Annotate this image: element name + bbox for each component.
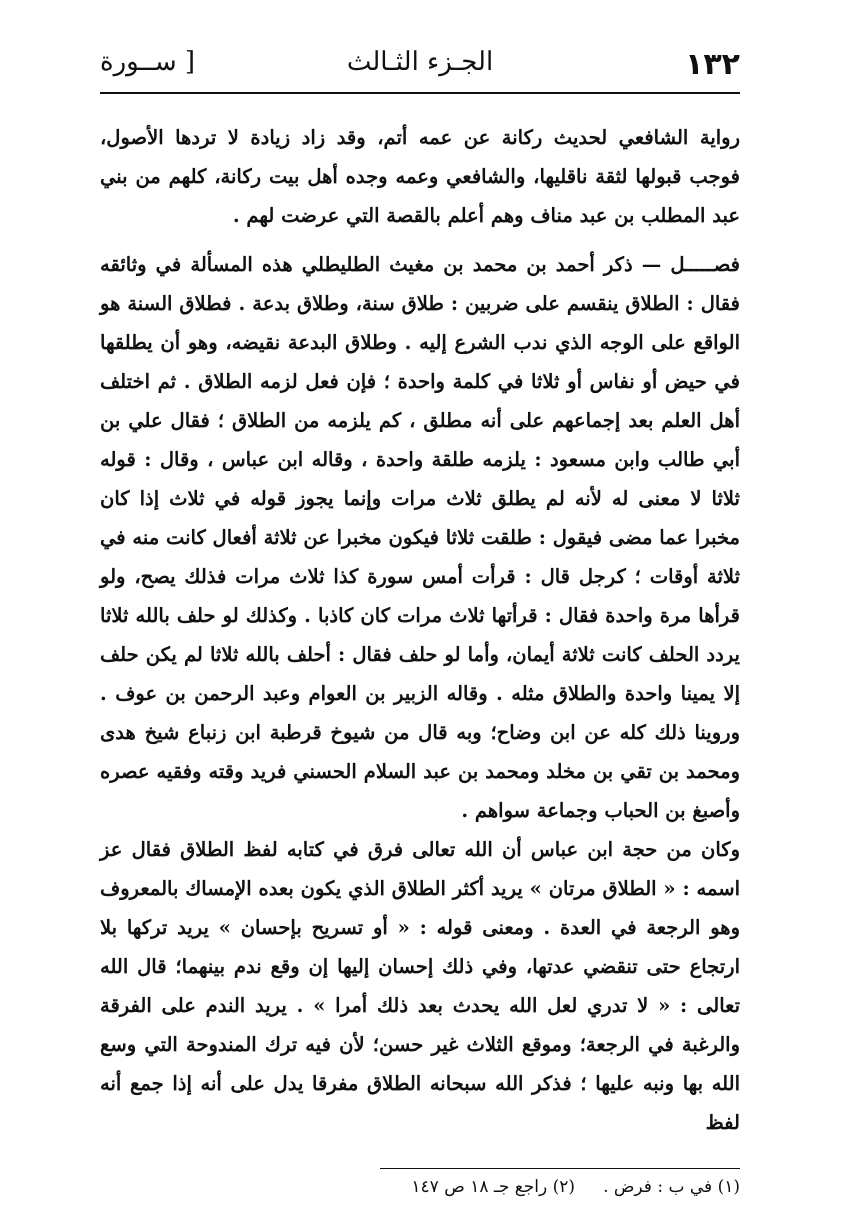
page-number: ١٣٢: [685, 47, 740, 82]
footnotes: [340, 1176, 740, 1198]
header-divider: [100, 92, 740, 94]
paragraph-1: رواية الشافعي لحديث ركانة عن عمه أتم، وقد زاد زيادة لا تردها الأصول، فوجب قبولها لثقة ناقليها، والشافعي وعمه وجده أهل بيت ركانة، كلهم من بني عبد المطلب بن عبد مناف وهم أعلم بالقصة التي عرضت لهم .: [100, 126, 740, 227]
running-title: الجـزء الثـالث: [346, 47, 494, 77]
footnote-1: (١) في ب : فرض .: [603, 1177, 740, 1197]
footnote-divider: [380, 1168, 740, 1169]
section-lead-word: فصـــــل —: [641, 253, 740, 276]
paragraph-3: وكان من حجة ابن عباس أن الله تعالى فرق في كتابه لفظ الطلاق فقال عز اسمه : « الطلاق مرتان » يريد أكثر الطلاق الذي يكون بعده الإمساك بالمعروف وهو الرجعة في العدة . ومعنى قوله : « أو تسريح بإحسان » يريد تركها بلا ارتجاع حتى تنقضي عدتها، وفي ذلك إحسان إليها إن وقع ندم بينهما؛ قال الله تعالى : « لا تدري لعل الله يحدث بعد ذلك أمرا » . يريد الندم على الفرقة والرغبة في الرجعة؛ وموقع الثلاث غير حسن؛ لأن فيه ترك المندوحة التي وسع الله بها ونبه عليها ؛ فذكر الله سبحانه الطلاق مفرقا يدل على أنه إذا جمع أنه لفظ: [100, 838, 740, 1134]
main-text: [100, 118, 740, 1142]
paragraph-2: [100, 245, 740, 830]
section-reference: [ ســورة: [100, 47, 196, 77]
paragraph-2-text: ذكر أحمد بن محمد بن مغيث الطليطلي هذه المسألة في وثائقه فقال : الطلاق ينقسم على ضربين : طلاق سنة، وطلاق بدعة . فطلاق السنة هو الواقع على الوجه الذي ندب الشرع إليه . وطلاق البدعة نقيضه، وهو أن يطلقها في حيض أو نفاس أو ثلاثا في كلمة واحدة ؛ فإن فعل لزمه الطلاق . ثم اختلف أهل العلم بعد إجماعهم على أنه مطلق ، كم يلزمه من الطلاق ؛ فقال علي بن أبي طالب وابن مسعود : يلزمه طلقة واحدة ، وقاله ابن عباس ، وقال : قوله ثلاثا لا معنى له لأنه لم يطلق ثلاث مرات وإنما يجوز قوله في ثلاث إذا كان مخبرا عما مضى فيقول : طلقت ثلاثا فيكون مخبرا عن ثلاثة أفعال كانت منه في ثلاثة أوقات ؛ كرجل قال : قرأت أمس سورة كذا ثلاث مرات فذلك يصح، ولو قرأها مرة واحدة فقال : قرأتها ثلاث مرات كان كاذبا . وكذلك لو حلف بالله ثلاثا يردد الحلف كانت ثلاثة أيمان، وأما لو حلف فقال : أحلف بالله ثلاثا لم يكن حلف إلا يمينا واحدة والطلاق مثله . وقاله الزبير بن العوام وعبد الرحمن بن عوف . وروينا ذلك كله عن ابن وضاح؛ وبه قال من شيوخ قرطبة ابن زنباع شيخ هدى ومحمد بن تقي بن مخلد ومحمد بن عبد السلام الحسني فريد وقته وفقيه عصره وأصبغ بن الحباب وجماعة سواهم .: [100, 253, 740, 822]
page-header: [100, 42, 740, 90]
footnote-2: (٢) راجع جـ ١٨ ص ١٤٧: [411, 1177, 576, 1197]
